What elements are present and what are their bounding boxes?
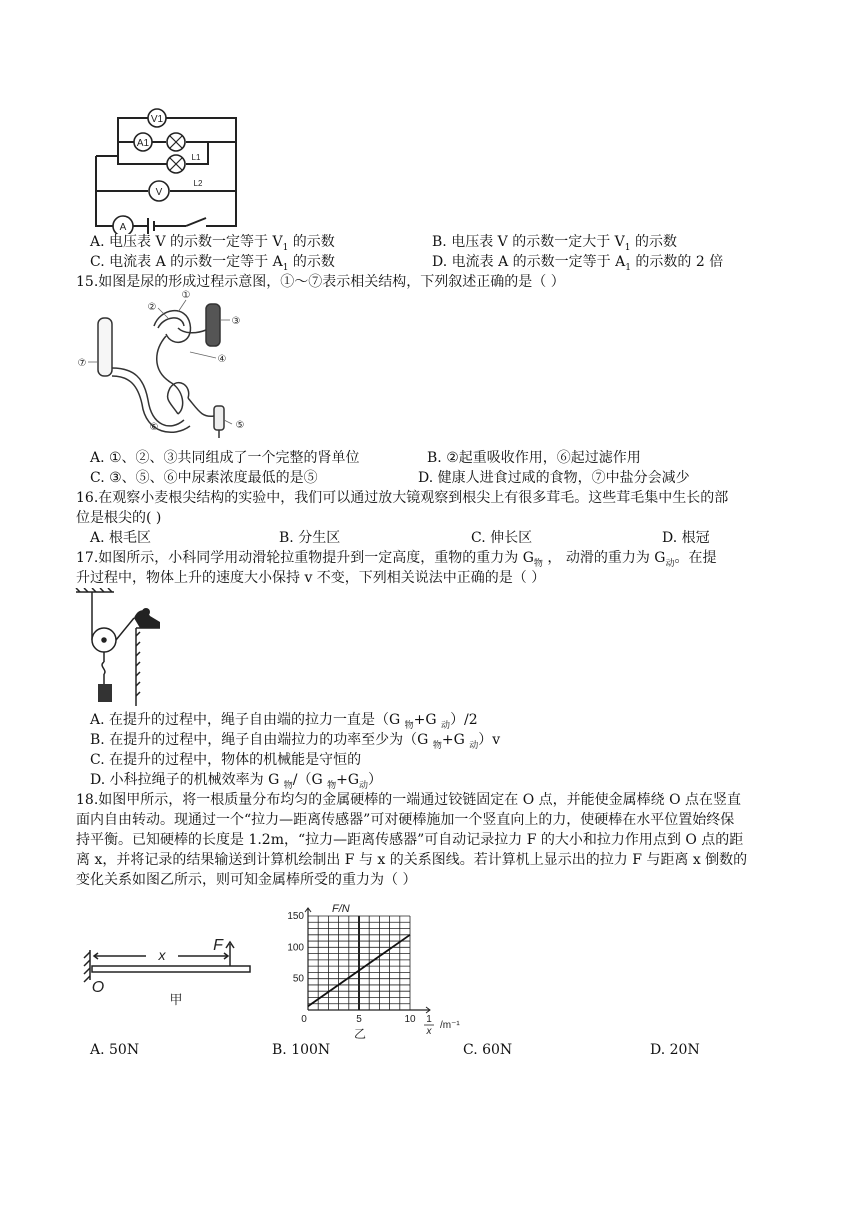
q17-option-b: B. 在提升的过程中，绳子自由端拉力的功率至少为（G $_物$+G $_动$）v bbox=[90, 732, 501, 751]
y-tick-label: 50 bbox=[292, 973, 304, 985]
q15-option-d: D. 健康人进食过咸的食物，⑦中盐分会减少 bbox=[418, 470, 690, 486]
q15-option-c: C. ③、⑤、⑥中尿素浓度最低的是⑤ bbox=[90, 470, 318, 486]
label-x: x bbox=[158, 947, 166, 963]
q15-stem: 15.如图是尿的形成过程示意图，①～⑦表示相关结构，下列叙述正确的是（ ） bbox=[76, 274, 565, 290]
label-2: ② bbox=[147, 302, 157, 313]
q14-option-a: A. 电压表 V 的示数一定等于 $V_1$ 的示数 bbox=[90, 234, 335, 253]
label-4: ④ bbox=[217, 354, 227, 365]
q17-option-a: A. 在提升的过程中，绳子自由端的拉力一直是（G $_物$+G $_动$）/2 bbox=[90, 712, 478, 731]
q14-option-c: C. 电流表 A 的示数一定等于 $A_1$ 的示数 bbox=[90, 254, 335, 273]
chart-xlabel-unit: /m⁻¹ bbox=[440, 1020, 460, 1031]
weight-block bbox=[98, 684, 112, 702]
label-l1: L1 bbox=[191, 153, 201, 162]
chart-xlabel-num: 1 bbox=[426, 1014, 432, 1025]
y-tick-label: 100 bbox=[287, 942, 304, 954]
x-tick-label: 0 bbox=[301, 1014, 307, 1025]
q17-stem-line1: 17.如图所示，小科同学用动滑轮拉重物提升到一定高度，重物的重力为 $G_物$ ， 动滑的重力为 $G_动$。在提 bbox=[76, 550, 717, 569]
q18-option-b: B. 100N bbox=[272, 1042, 331, 1058]
label-5: ⑤ bbox=[235, 420, 245, 431]
label-v: V bbox=[155, 187, 163, 198]
label-7: ⑦ bbox=[77, 358, 87, 369]
label-6: ⑥ bbox=[149, 422, 159, 433]
q14-option-d: D. 电流表 A 的示数一定等于 $A_1$ 的示数的 2 倍 bbox=[432, 254, 724, 273]
x-tick-label: 10 bbox=[404, 1014, 416, 1025]
q18-stem-line5: 变化关系如图乙所示，则可知金属棒所受的重力为（ ） bbox=[76, 872, 417, 888]
chart-caption: 乙 bbox=[353, 1027, 367, 1040]
label-3: ③ bbox=[231, 316, 241, 327]
q16-stem-line1: 16.在观察小麦根尖结构的实验中，我们可以通过放大镜观察到根尖上有很多茸毛。这些茸毛集中生长的部 bbox=[76, 490, 729, 506]
label-v1: V1 bbox=[150, 114, 164, 125]
q18-stem-line2: 面内自由转动。现通过一个“拉力—距离传感器”可对硬棒施加一个竖直向上的力，使硬棒在水平位置始终保 bbox=[76, 812, 735, 828]
q18-stem-line1: 18.如图甲所示，将一根质量分布均匀的金属硬棒的一端通过铰链固定在 O 点，并能使金属棒绕 O 点在竖直 bbox=[76, 792, 742, 808]
q18-stem-line3: 持平衡。已知硬棒的长度是 1.2m，“拉力—距离传感器”可自动记录拉力 F 的大小和拉力作用点到 O 点的距 bbox=[76, 832, 744, 848]
y-tick-label: 150 bbox=[287, 911, 304, 922]
q16-option-b: B. 分生区 bbox=[279, 530, 341, 546]
q16-option-c: C. 伸长区 bbox=[471, 530, 533, 546]
label-l2: L2 bbox=[193, 179, 203, 188]
q18-stem-line4: 离 x，并将记录的结果输送到计算机绘制出 F 与 x 的关系图线。若计算机上显示出的拉力 F 与距离 x 倒数的 bbox=[76, 852, 748, 868]
q15-option-a: A. ①、②、③共同组成了一个完整的肾单位 bbox=[90, 450, 360, 466]
label-f: F bbox=[213, 937, 223, 954]
circuit-diagram bbox=[88, 108, 248, 234]
q15-option-b: B. ②起重吸收作用，⑥起过滤作用 bbox=[427, 450, 641, 466]
chart-f-vs-inverse-x bbox=[276, 900, 476, 1040]
q18-option-a: A. 50N bbox=[90, 1042, 140, 1058]
q16-stem-line2: 位是根尖的( ) bbox=[76, 510, 162, 526]
label-1: ① bbox=[181, 290, 191, 301]
pulley-diagram bbox=[74, 588, 184, 706]
q18-option-d: D. 20N bbox=[650, 1042, 700, 1058]
chart-ylabel: F/N bbox=[332, 903, 350, 915]
label-a: A bbox=[119, 222, 127, 233]
q16-option-a: A. 根毛区 bbox=[90, 530, 152, 546]
chart-ticks bbox=[287, 911, 416, 1025]
label-a1: A1 bbox=[136, 138, 150, 149]
label-o: O bbox=[91, 979, 105, 996]
q14-option-b: B. 电压表 V 的示数一定大于 $V_1$ 的示数 bbox=[432, 234, 677, 253]
q17-stem-line2: 升过程中，物体上升的速度大小保持 v 不变，下列相关说法中正确的是（ ） bbox=[76, 570, 546, 586]
q18-option-c: C. 60N bbox=[463, 1042, 513, 1058]
q16-option-d: D. 根冠 bbox=[662, 530, 710, 546]
chart-xlabel-den: x bbox=[426, 1026, 432, 1037]
nephron-diagram bbox=[74, 290, 254, 442]
figure-jia bbox=[80, 930, 260, 1010]
q17-option-d: D. 小科拉绳子的机械效率为 G $_物$/（G $_物+G_动$） bbox=[90, 772, 383, 791]
x-tick-label: 5 bbox=[356, 1014, 362, 1025]
caption-jia: 甲 bbox=[169, 992, 183, 1007]
q17-option-c: C. 在提升的过程中，物体的机械能是守恒的 bbox=[90, 752, 362, 768]
